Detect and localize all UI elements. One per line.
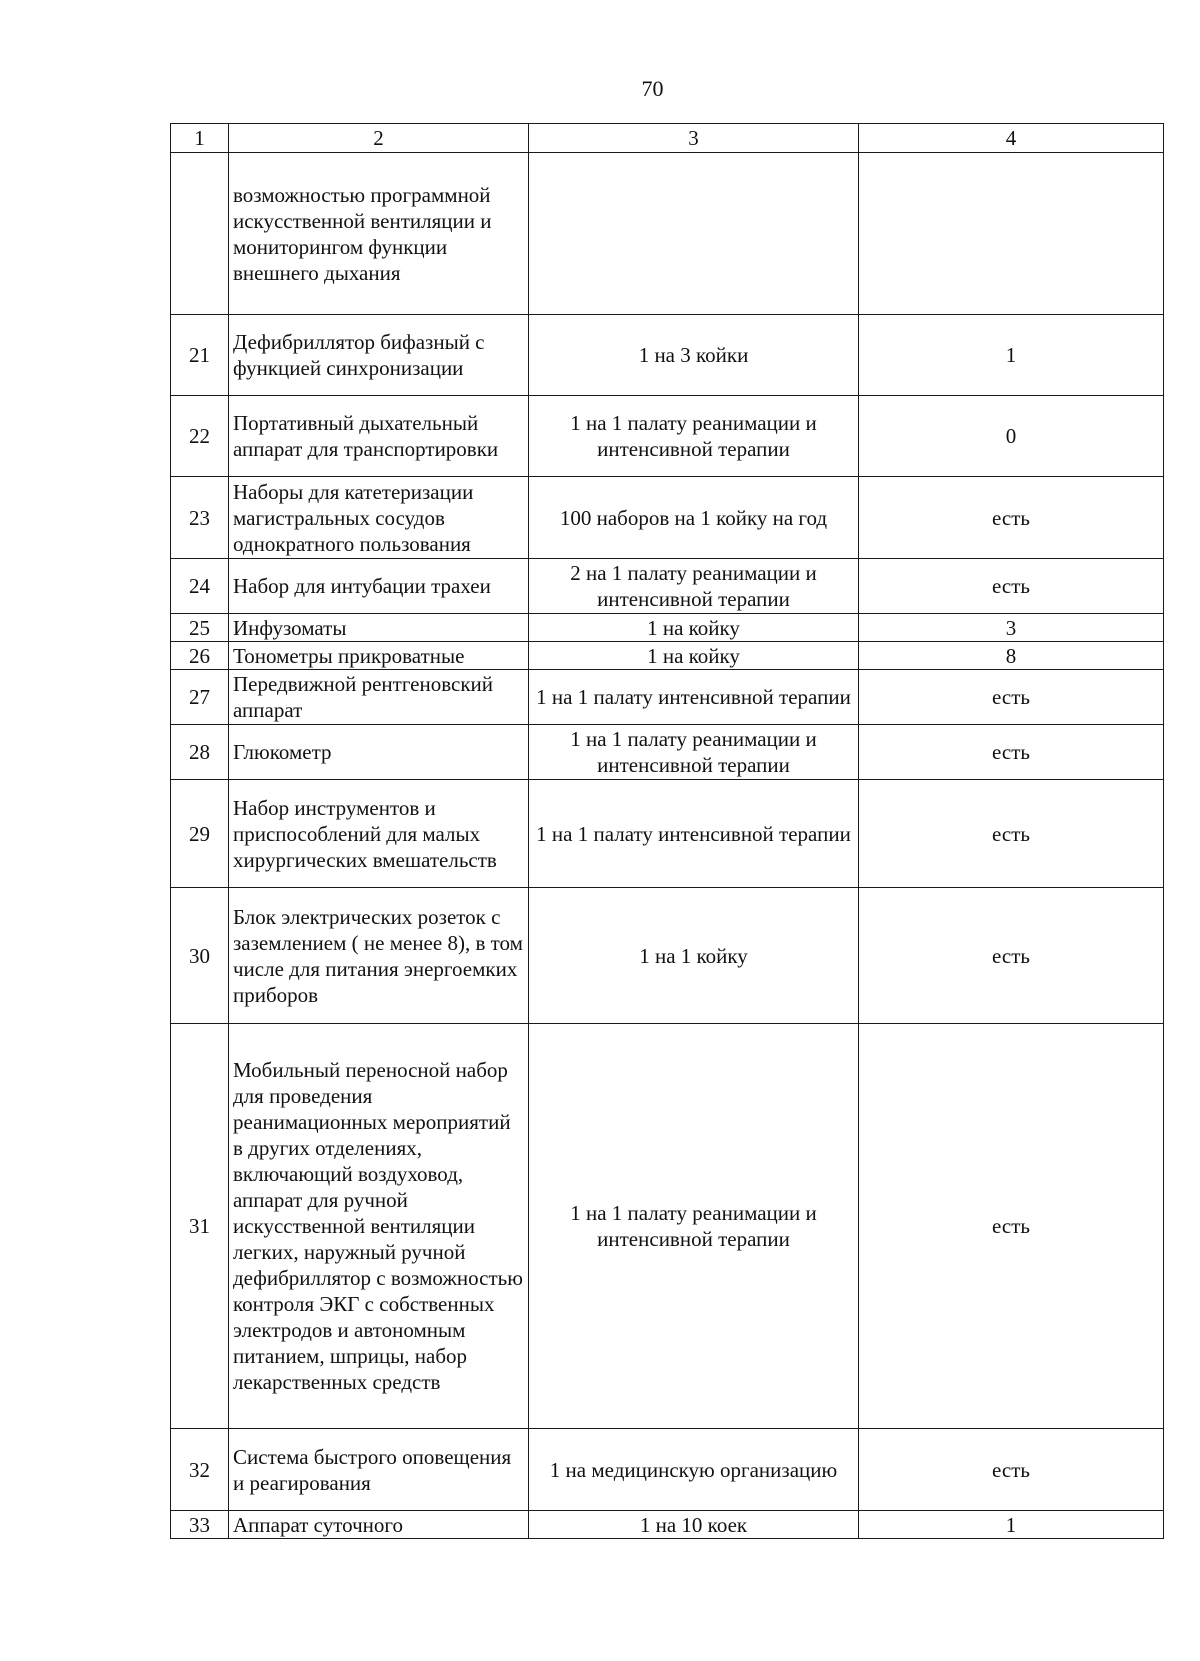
equipment-value: 1	[859, 315, 1164, 396]
table-row	[171, 888, 1164, 1024]
table-row	[171, 559, 1164, 614]
equipment-value: есть	[859, 670, 1164, 725]
equipment-value: есть	[859, 888, 1164, 1024]
equipment-name: Набор инструментов и приспособлений для малых хирургических вмешательств	[229, 780, 529, 888]
equipment-norm: 1 на 1 палату реанимации и интенсивной терапии	[529, 1024, 859, 1429]
equipment-value	[859, 153, 1164, 315]
row-number	[171, 153, 229, 315]
equipment-name: Тонометры прикроватные	[229, 642, 529, 670]
equipment-norm: 1 на койку	[529, 642, 859, 670]
equipment-name: Аппарат суточного	[229, 1511, 529, 1539]
row-number: 28	[171, 725, 229, 780]
page-number: 70	[641, 76, 664, 101]
equipment-norm: 1 на 10 коек	[529, 1511, 859, 1539]
row-number: 24	[171, 559, 229, 614]
equipment-value: есть	[859, 559, 1164, 614]
table-row	[171, 315, 1164, 396]
equipment-value: есть	[859, 780, 1164, 888]
equipment-norm	[529, 153, 859, 315]
table-row	[171, 725, 1164, 780]
equipment-value: есть	[859, 477, 1164, 559]
equipment-value: 3	[859, 614, 1164, 642]
row-number: 27	[171, 670, 229, 725]
row-number: 26	[171, 642, 229, 670]
equipment-name: Наборы для катетеризации магистральных сосудов однократного пользования	[229, 477, 529, 559]
equipment-norm: 1 на медицинскую организацию	[529, 1429, 859, 1511]
row-number: 25	[171, 614, 229, 642]
equipment-norm: 2 на 1 палату реанимации и интенсивной терапии	[529, 559, 859, 614]
equipment-norm: 1 на 1 койку	[529, 888, 859, 1024]
table-row	[171, 670, 1164, 725]
row-number: 33	[171, 1511, 229, 1539]
table-header-row	[171, 124, 1164, 153]
table-row	[171, 1024, 1164, 1429]
equipment-value: есть	[859, 1024, 1164, 1429]
equipment-value: 8	[859, 642, 1164, 670]
table-row	[171, 477, 1164, 559]
row-number: 30	[171, 888, 229, 1024]
row-number: 29	[171, 780, 229, 888]
equipment-value: есть	[859, 1429, 1164, 1511]
equipment-name: возможностью программной искусственной вентиляции и мониторингом функции внешнего дыхания	[229, 153, 529, 315]
equipment-norm: 1 на койку	[529, 614, 859, 642]
equipment-norm: 1 на 1 палату интенсивной терапии	[529, 780, 859, 888]
row-number: 31	[171, 1024, 229, 1429]
equipment-norm: 1 на 1 палату реанимации и интенсивной терапии	[529, 396, 859, 477]
column-header: 2	[229, 124, 529, 153]
table-row	[171, 642, 1164, 670]
equipment-name: Дефибриллятор бифазный с функцией синхронизации	[229, 315, 529, 396]
table-row	[171, 780, 1164, 888]
equipment-table	[170, 123, 1164, 1539]
row-number: 21	[171, 315, 229, 396]
equipment-name: Инфузоматы	[229, 614, 529, 642]
equipment-value: 1	[859, 1511, 1164, 1539]
table-row	[171, 1511, 1164, 1539]
table-row	[171, 614, 1164, 642]
equipment-name: Система быстрого оповещения и реагирования	[229, 1429, 529, 1511]
equipment-name: Передвижной рентгеновский аппарат	[229, 670, 529, 725]
row-number: 32	[171, 1429, 229, 1511]
row-number: 22	[171, 396, 229, 477]
column-header: 3	[529, 124, 859, 153]
equipment-value: есть	[859, 725, 1164, 780]
equipment-name: Глюкометр	[229, 725, 529, 780]
equipment-norm: 100 наборов на 1 койку на год	[529, 477, 859, 559]
table-row	[171, 1429, 1164, 1511]
equipment-norm: 1 на 1 палату интенсивной терапии	[529, 670, 859, 725]
equipment-norm: 1 на 1 палату реанимации и интенсивной терапии	[529, 725, 859, 780]
column-header: 1	[171, 124, 229, 153]
table-row	[171, 153, 1164, 315]
equipment-name: Набор для интубации трахеи	[229, 559, 529, 614]
equipment-name: Портативный дыхательный аппарат для транспортировки	[229, 396, 529, 477]
equipment-norm: 1 на 3 койки	[529, 315, 859, 396]
equipment-name: Мобильный переносной набор для проведения реанимационных мероприятий в других отделениях, включающий воздуховод, аппарат для ручной искусственной вентиляции легких, наружный ручной дефибриллятор с возможностью контроля ЭКГ с собственных электродов и автономным питанием, шприцы, набор лекарственных средств	[229, 1024, 529, 1429]
table-row	[171, 396, 1164, 477]
equipment-name: Блок электрических розеток с заземлением ( не менее 8), в том числе для питания энергоемких приборов	[229, 888, 529, 1024]
equipment-value: 0	[859, 396, 1164, 477]
row-number: 23	[171, 477, 229, 559]
column-header: 4	[859, 124, 1164, 153]
